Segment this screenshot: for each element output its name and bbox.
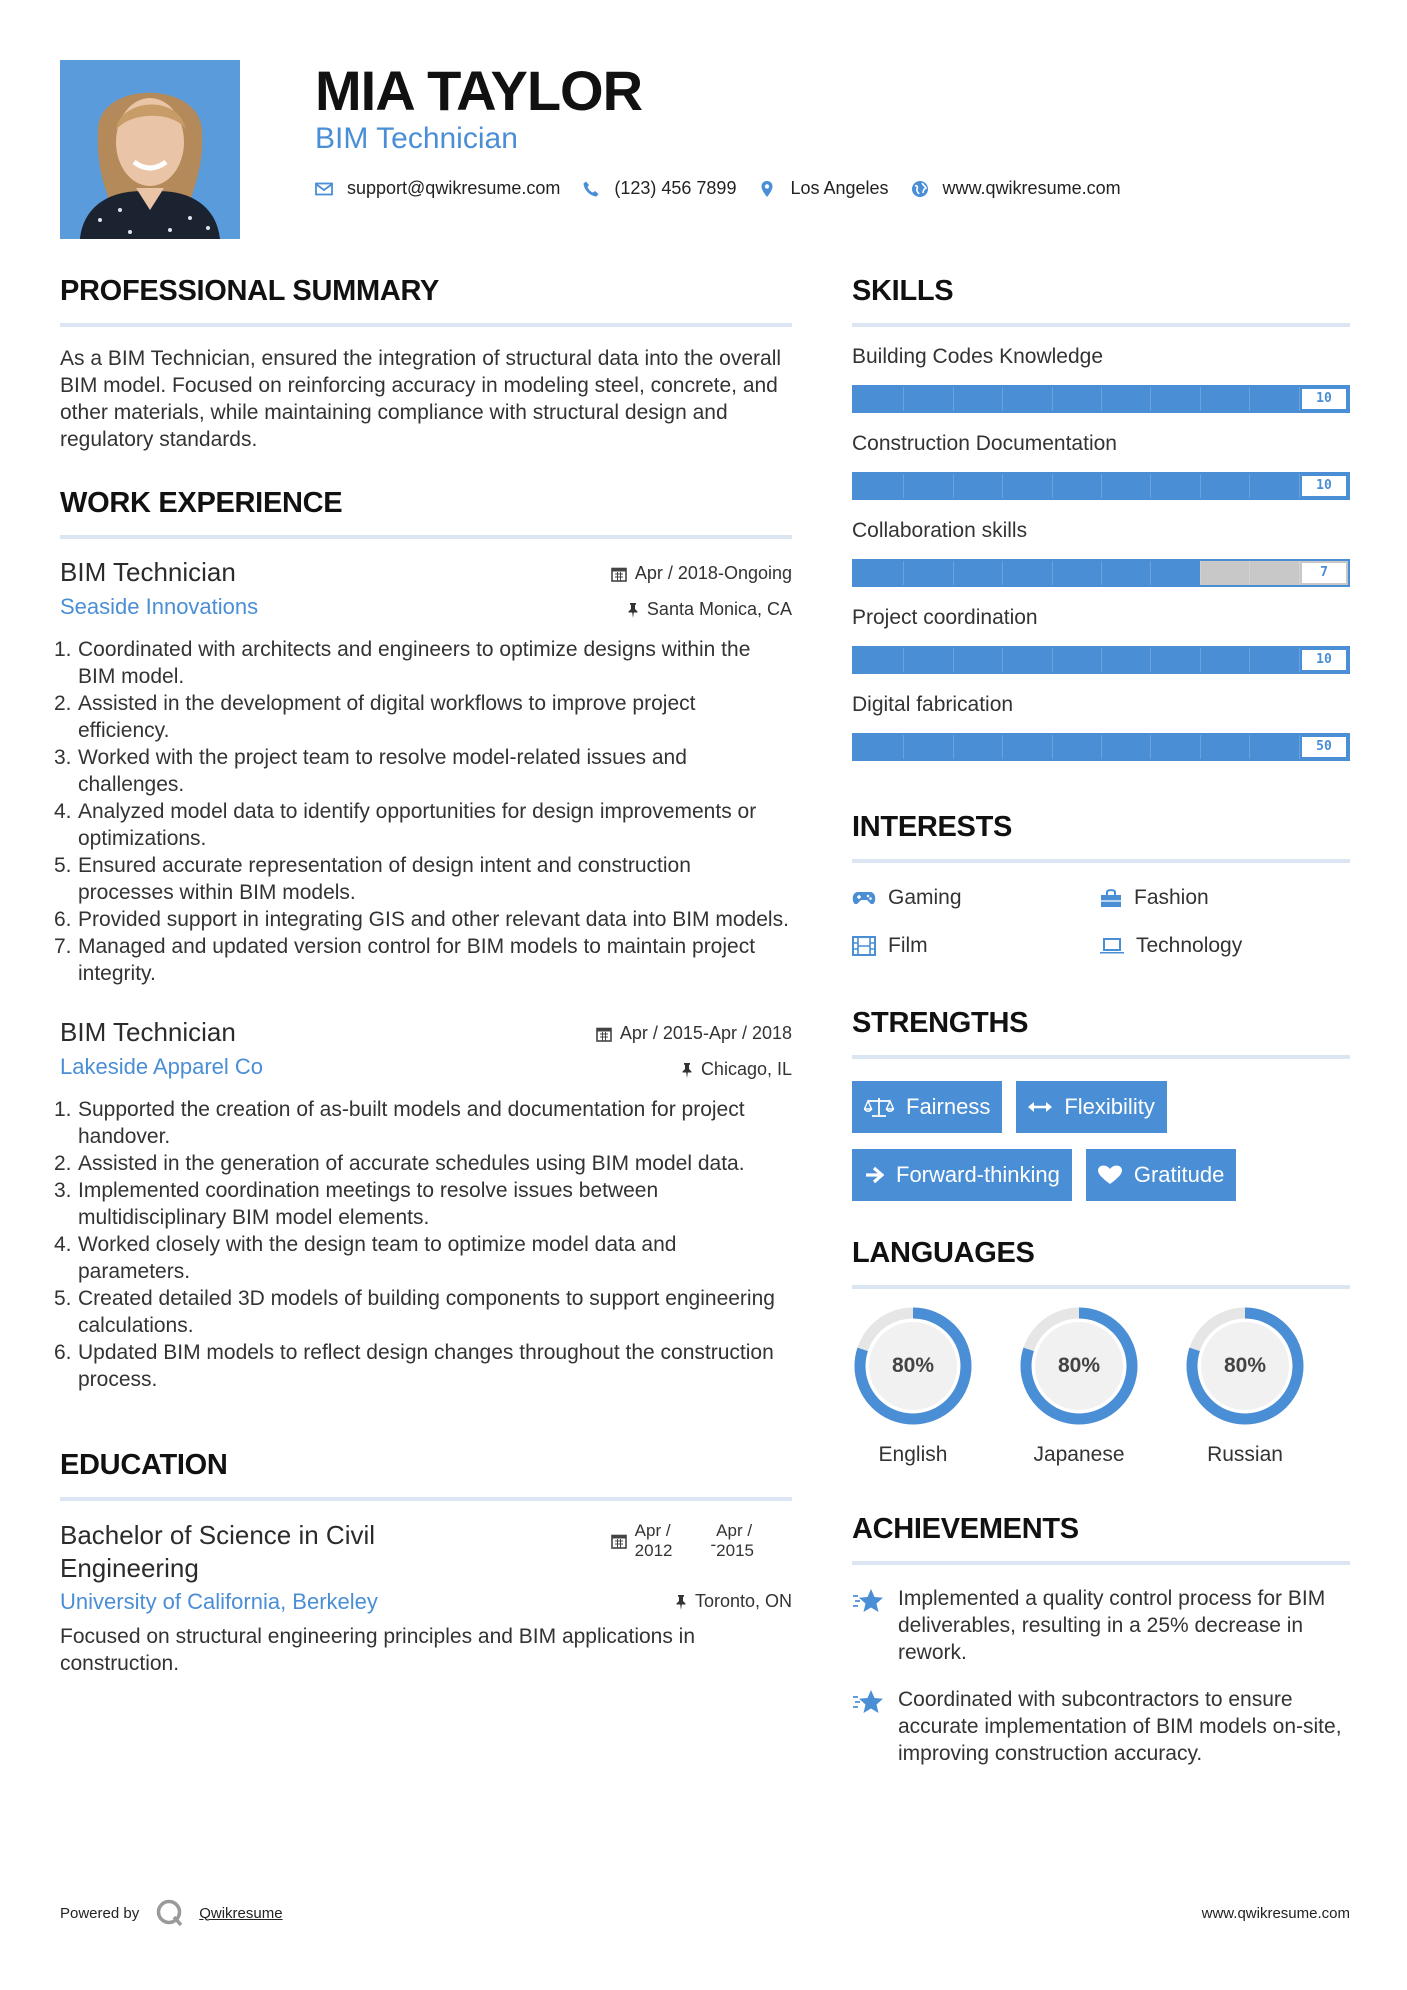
section-divider (852, 1561, 1350, 1565)
skill-bar-segment (1249, 735, 1250, 759)
skill-bar-segment (1101, 474, 1102, 498)
achievements-section (852, 1513, 1350, 1767)
school-name: University of California, Berkeley (60, 1589, 378, 1614)
summary-section (60, 275, 792, 453)
section-divider (852, 323, 1350, 327)
job-location: Chicago, IL (681, 1059, 792, 1080)
strength-label: Forward-thinking (896, 1162, 1060, 1187)
skill-bar-segment (1249, 561, 1250, 585)
strength-tag (1016, 1081, 1166, 1133)
pushpin-icon (681, 1062, 693, 1078)
skill-bar-segment (1101, 735, 1102, 759)
education-location: Toronto, ON (675, 1591, 792, 1612)
skill-bar-segment (1002, 387, 1003, 411)
education-entry (60, 1519, 792, 1677)
arrow-right-icon (864, 1165, 884, 1185)
interests-section (852, 811, 1350, 959)
education-description: Focused on structural engineering principles and BIM applications in construction. (60, 1625, 696, 1675)
skill-bar-segment (1249, 387, 1250, 411)
section-heading: PROFESSIONAL SUMMARY (60, 275, 440, 307)
footer-url[interactable]: www.qwikresume.com (1201, 1905, 1350, 1922)
skill-name: Construction Documentation (852, 432, 1117, 455)
skill-bar-segment (1299, 648, 1300, 672)
balance-scale-icon (864, 1096, 894, 1118)
skill-name: Building Codes Knowledge (852, 345, 1104, 368)
job-title: BIM Technician (60, 1017, 236, 1047)
envelope-icon (315, 180, 333, 198)
section-divider (852, 1285, 1350, 1289)
list-item: 4. Worked closely with the design team to optimize model data and parameters. (54, 1233, 677, 1283)
list-item: 2. Assisted in the generation of accurate schedules using BIM model data. (54, 1152, 745, 1175)
skill-value: 10 (1302, 389, 1346, 409)
skill-bar-segment (1299, 735, 1300, 759)
skill-bar-segment (1002, 474, 1003, 498)
section-divider (60, 1497, 792, 1501)
section-heading: LANGUAGES (852, 1237, 1035, 1269)
interests-grid (852, 885, 1350, 959)
pushpin-icon (675, 1594, 687, 1610)
skill-bar-segment (1052, 474, 1053, 498)
skill-bar-segment (1002, 735, 1003, 759)
pushpin-icon (627, 602, 639, 618)
contact-email[interactable]: support@qwikresume.com (347, 178, 561, 198)
skill-bar-segment (903, 648, 904, 672)
language-item (1184, 1305, 1350, 1467)
experience-section (54, 487, 792, 1393)
skill-value: 50 (1302, 737, 1346, 757)
contact-website[interactable]: www.qwikresume.com (942, 178, 1121, 198)
interest-item (1100, 885, 1350, 911)
skill-bar-segment (903, 735, 904, 759)
strength-label: Gratitude (1133, 1162, 1225, 1187)
skill-bar-segment (1052, 735, 1053, 759)
achievement-text: Implemented a quality control process for BIM deliverables, resulting in a 25% decrease in rework. (898, 1587, 1326, 1664)
calendar-icon (611, 566, 627, 582)
interest-item (852, 933, 1100, 959)
language-ring (852, 1305, 974, 1427)
interest-label: Technology (1136, 934, 1243, 957)
skill-bar-segment (1150, 387, 1151, 411)
skill-value: 10 (1302, 650, 1346, 670)
candidate-title: BIM Technician (315, 122, 518, 155)
skill-item (852, 606, 1350, 693)
language-name: Japanese (1033, 1443, 1125, 1466)
powered-by-text: Powered by (60, 1904, 140, 1922)
qwikresume-logo-icon (155, 1898, 185, 1928)
calendar-icon (611, 1533, 627, 1549)
skill-bar-segment (1200, 474, 1201, 498)
candidate-name: MIA TAYLOR (315, 59, 643, 122)
list-item: 1. Supported the creation of as-built models and documentation for project handover. (54, 1098, 745, 1148)
section-divider (852, 1055, 1350, 1059)
shopping-bag-icon (1100, 888, 1122, 908)
language-name: Russian (1207, 1443, 1283, 1466)
skill-bar-segment (953, 561, 954, 585)
section-divider (852, 859, 1350, 863)
left-column (54, 275, 792, 1677)
skill-bar-segment (1101, 648, 1102, 672)
job-title: BIM Technician (60, 557, 236, 587)
strengths-list (852, 1081, 1350, 1201)
list-item: 6. Updated BIM models to reflect design changes throughout the construction process. (54, 1341, 774, 1391)
strength-tag (852, 1149, 1072, 1201)
skill-bar-segment (1200, 648, 1201, 672)
phone-icon (582, 180, 600, 198)
contact-bar (315, 178, 1143, 199)
job-bullets (54, 1096, 792, 1393)
skill-bar-segment (1002, 561, 1003, 585)
section-heading: STRENGTHS (852, 1007, 1029, 1039)
list-item: 2. Assisted in the development of digital workflows to improve project efficiency. (54, 692, 696, 742)
list-item: 6. Provided support in integrating GIS and other relevant data into BIM models. (54, 908, 789, 931)
qwikresume-link[interactable]: Qwikresume (199, 1904, 283, 1922)
skill-name: Digital fabrication (852, 693, 1014, 716)
section-heading: ACHIEVEMENTS (852, 1513, 1079, 1545)
summary-text: As a BIM Technician, ensured the integration of structural data into the overall BIM model. Focused on reinforcing accuracy in modeling steel, concrete, and other materials, while maintaining compliance with structural design and regulatory standards. (60, 347, 782, 451)
skill-bar-fill (854, 561, 1200, 585)
language-ring (1018, 1305, 1140, 1427)
skill-name: Collaboration skills (852, 519, 1028, 542)
job-location: Santa Monica, CA (627, 599, 792, 620)
skill-bar (852, 472, 1350, 500)
languages-list (852, 1305, 1350, 1467)
skill-bar (852, 646, 1350, 674)
list-item: 7. Managed and updated version control for BIM models to maintain project integrity. (54, 935, 756, 985)
skill-bar (852, 385, 1350, 413)
job-company: Seaside Innovations (60, 594, 259, 619)
degree-title: Bachelor of Science in Civil Engineering (60, 1520, 376, 1583)
job-entry (54, 557, 792, 987)
skill-bar-segment (1052, 387, 1053, 411)
languages-section (852, 1237, 1350, 1467)
section-divider (60, 535, 792, 539)
strength-label: Flexibility (1064, 1094, 1155, 1119)
list-item: 3. Worked with the project team to resolve model-related issues and challenges. (54, 746, 687, 796)
skill-name: Project coordination (852, 606, 1038, 629)
star-icon (852, 1587, 884, 1615)
skills-list (852, 345, 1350, 763)
section-heading: EDUCATION (60, 1449, 228, 1481)
achievement-text: Coordinated with subcontractors to ensure accurate implementation of BIM models on-site, improving construction accuracy. (898, 1688, 1342, 1765)
job-company: Lakeside Apparel Co (60, 1054, 264, 1079)
language-percent: 80% (1057, 1354, 1101, 1377)
skill-bar-segment (1150, 474, 1151, 498)
skill-bar-segment (1052, 648, 1053, 672)
interest-label: Film (888, 934, 928, 957)
calendar-icon (596, 1026, 612, 1042)
contact-location: Los Angeles (790, 178, 889, 198)
list-item: 4. Analyzed model data to identify opportunities for design improvements or optimizations. (54, 800, 757, 850)
list-item: 3. Implemented coordination meetings to resolve issues between multidisciplinary BIM model elements. (54, 1179, 659, 1229)
skill-bar-segment (1249, 474, 1250, 498)
skill-bar-segment (953, 474, 954, 498)
language-name: English (878, 1443, 948, 1466)
job-dates: Apr / 2015-Apr / 2018 (596, 1023, 792, 1044)
right-column (852, 275, 1350, 1767)
skill-bar-segment (1150, 561, 1151, 585)
skill-bar-segment (1299, 474, 1300, 498)
section-heading: INTERESTS (852, 811, 1013, 843)
arrows-horizontal-icon (1028, 1100, 1052, 1114)
skill-bar-segment (1052, 561, 1053, 585)
achievement-item (852, 1585, 1350, 1666)
skill-bar-segment (903, 387, 904, 411)
list-item: 5. Ensured accurate representation of design intent and construction processes within BIM models. (54, 854, 691, 904)
skill-bar (852, 559, 1350, 587)
skill-item (852, 432, 1350, 519)
skill-bar-segment (953, 735, 954, 759)
skill-bar-segment (1299, 561, 1300, 585)
language-percent: 80% (1223, 1354, 1267, 1377)
strength-label: Fairness (906, 1094, 991, 1119)
section-heading: SKILLS (852, 275, 954, 307)
job-entry (54, 1017, 792, 1393)
skill-bar-segment (1200, 387, 1201, 411)
skill-item (852, 693, 1350, 763)
skill-bar-segment (903, 474, 904, 498)
section-divider (60, 323, 792, 327)
gamepad-icon (852, 890, 876, 906)
profile-photo (60, 60, 240, 239)
skill-value: 7 (1302, 563, 1346, 583)
skill-bar-segment (953, 648, 954, 672)
skill-item (852, 345, 1350, 432)
list-item: 5. Created detailed 3D models of building components to support engineering calculations. (54, 1287, 775, 1337)
map-marker-icon (758, 180, 776, 198)
section-heading: WORK EXPERIENCE (60, 487, 343, 519)
skill-value: 10 (1302, 476, 1346, 496)
interest-label: Gaming (888, 886, 962, 909)
skill-bar (852, 733, 1350, 761)
contact-phone[interactable]: (123) 456 7899 (614, 178, 737, 198)
language-item (852, 1305, 1018, 1467)
language-percent: 80% (891, 1354, 935, 1377)
heart-icon (1098, 1165, 1122, 1185)
skill-bar-segment (1101, 387, 1102, 411)
education-section (60, 1449, 792, 1677)
skill-bar-segment (1249, 648, 1250, 672)
skill-bar-segment (1150, 648, 1151, 672)
language-item (1018, 1305, 1184, 1467)
film-icon (852, 936, 876, 956)
laptop-icon (1100, 937, 1124, 955)
strength-tag (1086, 1149, 1237, 1201)
job-bullets (54, 636, 792, 987)
strengths-section (852, 1007, 1350, 1201)
list-item: 1. Coordinated with architects and engineers to optimize designs within the BIM model. (54, 638, 751, 688)
interest-item (1100, 933, 1350, 959)
achievement-item (852, 1686, 1350, 1767)
skills-section (852, 275, 1350, 763)
footer-powered-by (60, 1898, 283, 1928)
skill-bar-segment (953, 387, 954, 411)
skill-bar-segment (1200, 561, 1201, 585)
strength-tag (852, 1081, 1002, 1133)
skill-bar-segment (903, 561, 904, 585)
globe-icon (911, 180, 929, 198)
skill-bar-segment (1200, 735, 1201, 759)
skill-bar-segment (1299, 387, 1300, 411)
interest-item (852, 885, 1100, 911)
skill-item (852, 519, 1350, 606)
interest-label: Fashion (1134, 886, 1209, 909)
job-dates: Apr / 2018-Ongoing (611, 563, 792, 584)
language-ring (1184, 1305, 1306, 1427)
skill-bar-segment (1101, 561, 1102, 585)
skill-bar-segment (1002, 648, 1003, 672)
education-dates: Apr / 2012 - Apr / 2015 (611, 1521, 754, 1561)
star-icon (852, 1688, 884, 1716)
skill-bar-segment (1150, 735, 1151, 759)
